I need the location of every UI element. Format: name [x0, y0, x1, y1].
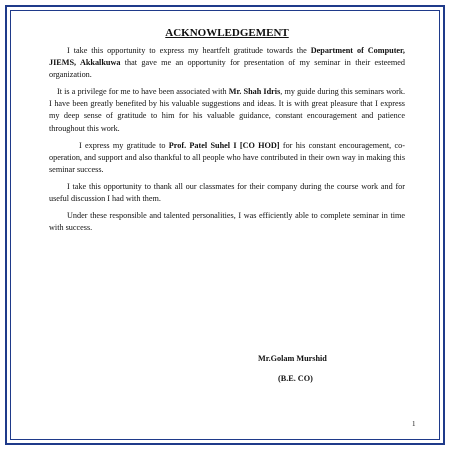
paragraph-3-bold: Prof. Patel Suhel I [CO HOD] [168, 140, 280, 150]
paragraph-1-text-a: I take this opportunity to express my heartfelt gratitude towards the [67, 46, 311, 55]
paragraph-2-text-a: It is a privilege for me to have been associated with [57, 87, 229, 97]
paragraph-3-text-a: I express my gratitude to [79, 140, 169, 150]
signature-block [258, 353, 368, 385]
paragraph-3-text-c: for his constant encouragement, co-operation, and support and also thankful to all people who have contributed in their own way in making this seminar success. [49, 140, 405, 174]
page-title: ACKNOWLEDGEMENT [165, 27, 289, 39]
paragraph-1-text-c: that gave me an opportunity for presentation of my seminar in their esteemed organization. [49, 58, 405, 80]
document-body [49, 26, 405, 239]
paragraph-1-bold: Department of Computer, JIEMS, Akkalkuwa [49, 46, 405, 68]
page-number: 1 [412, 420, 416, 428]
paragraph-5: Under these responsible and talented personalities, I was efficiently able to complete seminar in time with success. [49, 211, 405, 233]
paragraph-2-text-c: , my guide during this seminars work. I have been greatly benefited by his valuable suggestions and ideas. It is with great pleasure that I express my deep sense of gratitude to him for his valuable guidance, constant encouragement and patience throughout this work. [49, 87, 405, 133]
paragraph-1 [49, 45, 405, 81]
signature-name: Mr.Golam Murshid [258, 354, 327, 363]
paragraph-4: I take this opportunity to thank all our classmates for their company during the course work and for useful discussion I had with them. [49, 181, 405, 204]
paragraph-2 [49, 86, 405, 134]
signature-degree: (B.E. CO) [278, 374, 313, 383]
paragraph-2-bold: Mr. Shah Idris [228, 87, 281, 97]
paragraph-3 [49, 140, 405, 176]
